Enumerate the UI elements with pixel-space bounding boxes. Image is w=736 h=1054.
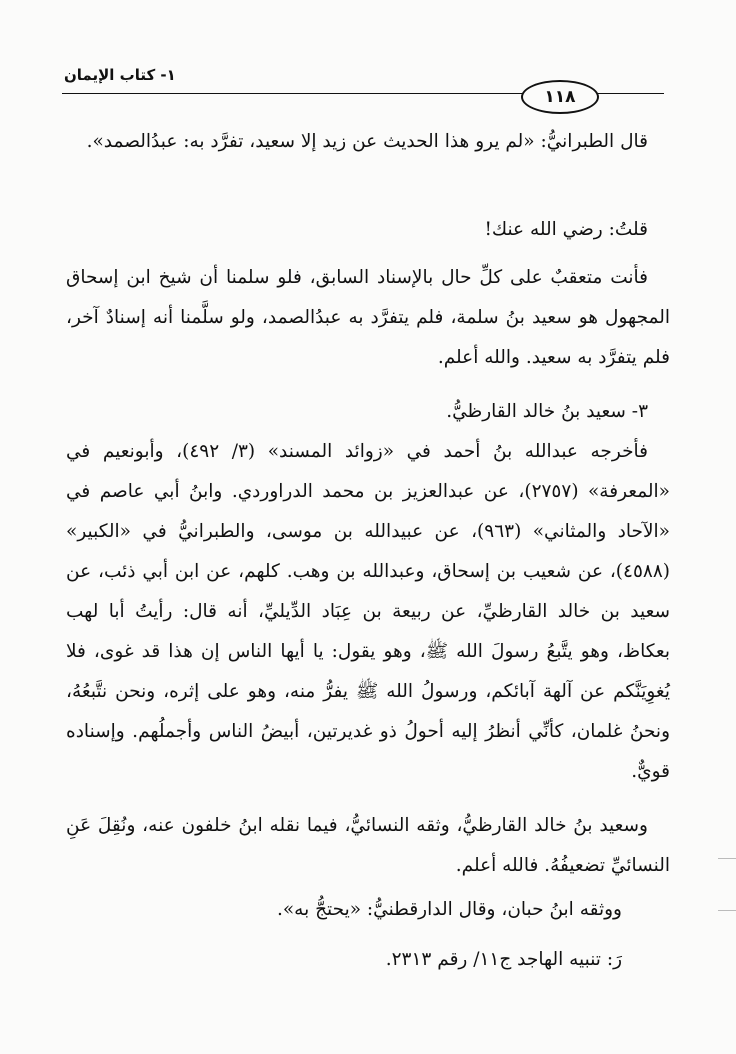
section-heading-narrator-3 xyxy=(66,392,670,432)
paragraph-reference xyxy=(66,940,670,980)
paragraph-text: فأنت متعقبٌ على كلِّ حال بالإسناد السابق، فلو سلمنا أن شيخ ابن إسحاق المجهول هو سعيد بنُ سلمة، فلم يتفرَّد به عبدُالصمد، ولو سلَّمنا أنه إسنادٌ آخر، فلم يتفرَّد به سعيد. والله أعلم. xyxy=(66,267,670,368)
scan-edge-mark xyxy=(718,858,736,859)
paragraph-text: وسعيد بنُ خالد القارظيُّ، وثقه النسائيُّ، فيما نقله ابنُ خلفون عنه، ونُقِلَ عَنِ النسائيِّ تضعيفُهُ. فالله أعلم. xyxy=(66,815,670,876)
paragraph-tabarani-quote xyxy=(66,122,670,162)
paragraph-text: قلتُ: رضي الله عنك! xyxy=(484,219,648,240)
paragraph-author-reply xyxy=(66,210,670,250)
page-number: ١١٨ xyxy=(521,80,599,114)
paragraph-narrator-grading xyxy=(66,806,670,886)
paragraph-takhrij xyxy=(66,432,670,792)
paragraph-ibn-hibban xyxy=(66,890,670,930)
paragraph-text: فأخرجه عبدالله بنُ أحمد في «زوائد المسند» (٣/ ٤٩٢)، وأبونعيم في «المعرفة» (٢٧٥٧)، عن عبدالعزيز بن محمد الدراوردي. وابنُ أبي عاصم في «الآحاد والمثاني» (٩٦٣)، عن عبيدالله بن موسى، والطبرانيُّ في «الكبير» (٤٥٨٨)، عن شعيب بن إسحاق، وعبدالله بن وهب. كلهم، عن ابن أبي ذئب، عن سعيد بن خالد القارظيِّ، عن ربيعة بن عِبَاد الدِّيليِّ، أنه قال: رأيتُ أبا لهب بعكاظ، وهو يتَّبعُ رسولَ الله ﷺ، وهو يقول: يا أيها الناس إن هذا قد غوى، فلا يُغوِيَنَّكم عن آلهة آبائكم، ورسولُ الله ﷺ يفرُّ منه، وهو على إثره، ونحن نتَّبعُهُ، ونحنُ غلمان، كأنِّي أنظرُ إليه أحولُ ذو غديرتين، أبيضُ الناس وأجملُهم. وإسناده قويٌّ. xyxy=(66,441,670,782)
chapter-title: ١- كتاب الإيمان xyxy=(64,66,176,84)
scan-edge-mark xyxy=(718,910,736,911)
heading-text: ٣- سعيد بنُ خالد القارظيُّ. xyxy=(446,401,648,422)
paragraph-text: قال الطبرانيُّ: «لم يرو هذا الحديث عن زيد إلا سعيد، تفرَّد به: عبدُالصمد». xyxy=(86,131,648,152)
paragraph-objection xyxy=(66,258,670,378)
paragraph-text: رَ: تنبيه الهاجد ج١١/ رقم ٢٣١٣. xyxy=(385,949,622,970)
paragraph-text: ووثقه ابنُ حبان، وقال الدارقطنيُّ: «يحتجُّ به». xyxy=(276,899,622,920)
